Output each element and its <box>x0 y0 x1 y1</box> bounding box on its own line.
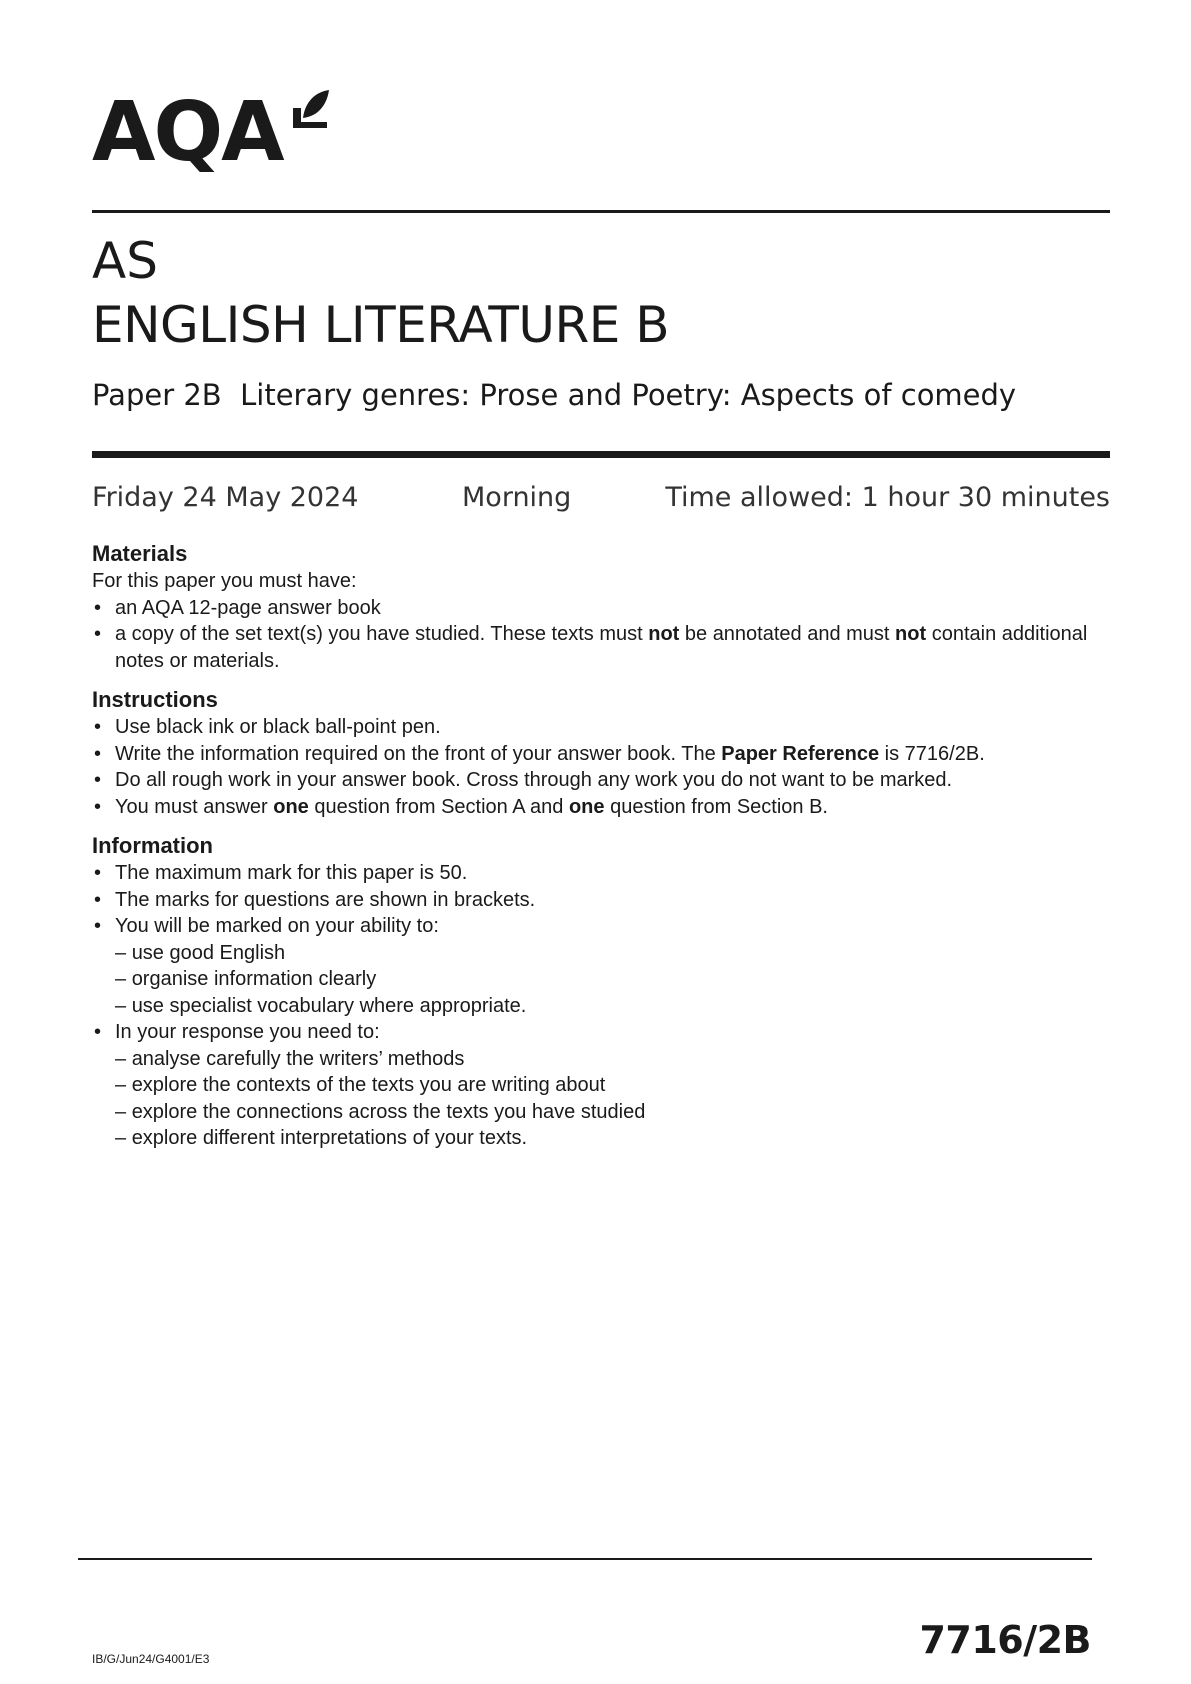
list-item: • Use black ink or black ball-point pen. <box>92 714 1110 741</box>
logo-text: AQA <box>92 85 283 180</box>
sublist-item: – explore the contexts of the texts you are writing about <box>115 1072 1110 1099</box>
sublist-item: – use specialist vocabulary where appropriate. <box>115 993 1110 1020</box>
sublist-item: – analyse carefully the writers’ methods <box>115 1046 1110 1073</box>
exam-details <box>92 482 1110 522</box>
time-allowed: Time allowed: 1 hour 30 minutes <box>665 482 1110 513</box>
ability-sublist <box>115 940 1110 1020</box>
materials-list <box>92 595 1110 675</box>
sublist-item: – organise information clearly <box>115 966 1110 993</box>
instructions-heading: Instructions <box>92 687 218 712</box>
list-item: • In your response you need to: – analyse carefully the writers’ methods – explore the contexts of the texts you are writing about – explore the connections across the texts you have studied – explore different interpretations of your texts. <box>92 1019 1110 1152</box>
aqa-logo <box>92 85 331 180</box>
title-rule <box>92 451 1110 458</box>
information-list <box>92 860 1110 1152</box>
paper-code: 7716/2B <box>919 1618 1091 1662</box>
instructions-section <box>92 686 1110 820</box>
list-item: • The marks for questions are shown in brackets. <box>92 887 1110 914</box>
sublist-item: – explore the connections across the texts you have studied <box>115 1099 1110 1126</box>
materials-heading: Materials <box>92 541 188 566</box>
list-item: • Write the information required on the front of your answer book. The Paper Reference is 7716/2B. <box>92 741 1110 768</box>
information-heading: Information <box>92 833 213 858</box>
materials-section <box>92 540 1110 674</box>
materials-intro: For this paper you must have: <box>92 570 357 592</box>
footer-rule <box>78 1558 1092 1560</box>
list-item: • You will be marked on your ability to: – use good English – organise information clearly – use specialist vocabulary where appropriate. <box>92 913 1110 1019</box>
sublist-item: – explore different interpretations of your texts. <box>115 1125 1110 1152</box>
list-item: • Do all rough work in your answer book. Cross through any work you do not want to be marked. <box>92 767 1110 794</box>
footer-reference: IB/G/Jun24/G4001/E3 <box>92 1652 210 1666</box>
list-item: • The maximum mark for this paper is 50. <box>92 860 1110 887</box>
information-section <box>92 832 1110 1152</box>
paper-title: Paper 2B Literary genres: Prose and Poetry: Aspects of comedy <box>92 378 1017 412</box>
header-rule <box>92 210 1110 213</box>
instructions-list <box>92 714 1110 820</box>
list-item: • a copy of the set text(s) you have studied. These texts must not be annotated and must not contain additional notes or materials. <box>92 621 1110 674</box>
qualification-level: AS <box>92 232 158 290</box>
response-sublist <box>115 1046 1110 1152</box>
exam-date: Friday 24 May 2024 <box>92 482 359 513</box>
list-item: • You must answer one question from Section A and one question from Section B. <box>92 794 1110 821</box>
exam-session: Morning <box>462 482 572 513</box>
aqa-tick-icon <box>291 88 331 132</box>
list-item: • an AQA 12-page answer book <box>92 595 1110 622</box>
cover-content <box>92 540 1110 1164</box>
subject-title: ENGLISH LITERATURE B <box>92 296 670 354</box>
sublist-item: – use good English <box>115 940 1110 967</box>
